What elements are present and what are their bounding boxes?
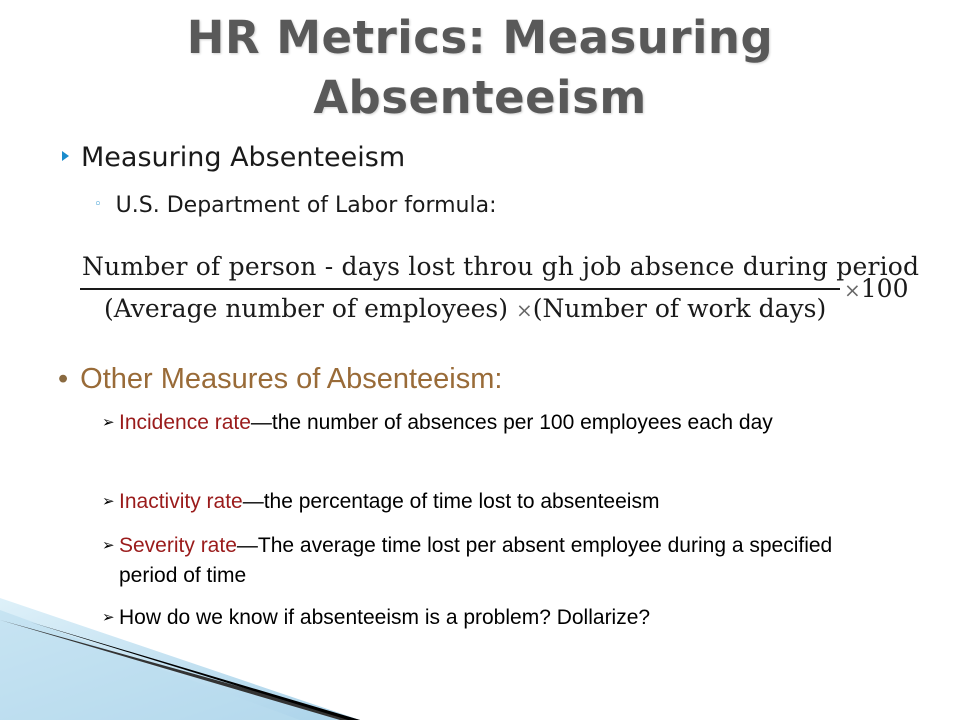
list-item-incidence-rate [102,408,892,438]
other-measures-heading [58,363,502,396]
formula-multiplier [844,274,908,303]
triangle-bullet-icon [62,151,69,161]
term-label: Inactivity rate [119,490,243,513]
formula-numerator: Number of person - days lost throu gh job absence during period [82,252,920,281]
bullet-dot-icon: • [58,363,69,395]
list-item-text: How do we know if absenteeism is a problem? Dollarize? [119,606,651,629]
term-label: Incidence rate [119,411,251,434]
absenteeism-formula [76,248,920,338]
list-item-text [102,487,892,517]
times-symbol: × [844,278,861,302]
times-symbol: × [515,298,533,322]
list-item-inactivity-rate [102,487,892,517]
term-description: —The average time lost per absent employee during a specified period of time [119,534,833,587]
bullet-measuring-absenteeism [62,142,405,173]
formula-denominator [104,294,826,323]
decorative-corner-swoosh [0,560,360,720]
sub-bullet-dol-formula [94,193,496,218]
other-measures-heading-text: Other Measures of Absenteeism: [80,363,503,395]
sub-bullet-text: U.S. Department of Labor formula: [115,193,497,218]
arrowhead-bullet-icon: ➢ [102,609,115,626]
arrowhead-bullet-icon: ➢ [102,493,115,510]
term-description: —the number of absences per 100 employees each day [250,411,773,434]
arrowhead-bullet-icon: ➢ [102,414,115,431]
ring-bullet-icon: ◦ [94,196,102,212]
bullet-main-text: Measuring Absenteeism [81,142,406,173]
term-description: —the percentage of time lost to absenteeism [242,490,660,513]
term-label: Severity rate [119,534,237,557]
list-item-text [102,408,892,438]
denominator-right: (Number of work days) [532,294,827,323]
multiplier-value: 100 [860,274,909,303]
slide-title: HR Metrics: Measuring Absenteeism [186,11,774,124]
arrowhead-bullet-icon: ➢ [102,537,115,554]
denominator-left: (Average number of employees) [104,294,509,323]
fraction-bar [80,288,840,290]
